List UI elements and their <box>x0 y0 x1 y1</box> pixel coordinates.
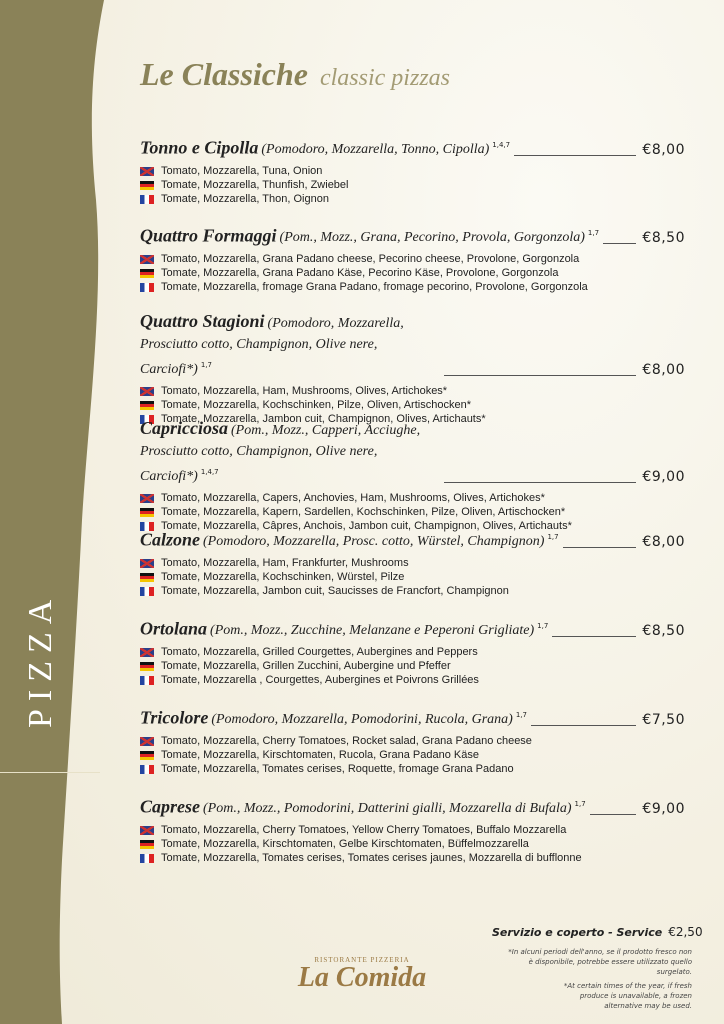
service-label: Servizio e coperto - Service <box>492 926 663 939</box>
menu-item <box>140 794 685 865</box>
leader-line <box>552 636 636 637</box>
translation-fr <box>140 762 685 776</box>
translation-de <box>140 505 685 519</box>
item-price: €9,00 <box>642 469 685 486</box>
german-flag-icon <box>140 751 154 760</box>
item-price: €7,50 <box>642 712 685 729</box>
text-de: Tomate, Mozzarella, Thunfish, Zwiebel <box>161 179 349 192</box>
item-header <box>140 223 685 248</box>
text-fr: Tomate, Mozzarella, Thon, Oignon <box>161 193 329 206</box>
note-en: *At certain times of the year, if fresh produce is unavailable, a frozen alternative may be used. <box>563 982 692 1010</box>
translation-de <box>140 178 685 192</box>
menu-item <box>140 418 685 533</box>
text-en: Tomato, Mozzarella, Cherry Tomatoes, Yellow Cherry Tomatoes, Buffalo Mozzarella <box>161 824 567 837</box>
german-flag-icon <box>140 269 154 278</box>
translation-fr <box>140 673 685 687</box>
logo-tagline: RISTORANTE PIZZERIA <box>314 956 410 964</box>
note-it: *In alcuni periodi dell'anno, se il prodotto fresco non è disponibile, potrebbe essere utilizzato quello surgelato. <box>508 948 692 976</box>
section-label: PIZZA <box>22 591 59 729</box>
german-flag-icon <box>140 181 154 190</box>
item-name: Capricciosa <box>140 418 228 438</box>
translation-en <box>140 164 685 178</box>
item-header <box>140 616 685 641</box>
item-header <box>140 705 685 730</box>
item-price: €8,00 <box>642 534 685 551</box>
item-name: Tricolore <box>140 707 209 728</box>
leader-line <box>590 814 637 815</box>
item-price: €8,00 <box>642 142 685 159</box>
text-de: Tomate, Mozzarella, Kapern, Sardellen, Kochschinken, Pilze, Oliven, Artischocken* <box>161 506 566 519</box>
title-sub: classic pizzas <box>319 65 450 91</box>
text-en: Tomato, Mozzarella, Cherry Tomatoes, Rocket salad, Grana Padano cheese <box>161 735 532 748</box>
item-ingredients: (Pom., Mozz., Capperi, Acciughe, Prosciutto cotto, Champignon, Olive nere, Carciofi*) <box>140 423 421 485</box>
uk-flag-icon <box>140 826 154 835</box>
german-flag-icon <box>140 401 154 410</box>
leader-line <box>563 547 637 548</box>
menu-item <box>140 705 685 776</box>
item-ingredients: (Pom., Mozz., Zucchine, Melanzane e Peperoni Grigliate) <box>210 623 535 639</box>
item-name: Caprese <box>140 796 200 817</box>
translation-de <box>140 266 685 280</box>
uk-flag-icon <box>140 737 154 746</box>
text-de: Tomate, Mozzarella, Kirschtomaten, Rucola, Grana Padano Käse <box>161 749 479 762</box>
french-flag-icon <box>140 283 154 292</box>
german-flag-icon <box>140 840 154 849</box>
text-en: Tomato, Mozzarella, Grilled Courgettes, Aubergines and Peppers <box>161 646 478 659</box>
translation-de <box>140 570 685 584</box>
translation-de <box>140 659 685 673</box>
german-flag-icon <box>140 573 154 582</box>
translation-en <box>140 384 685 398</box>
item-ingredients: (Pomodoro, Mozzarella, Prosciutto cotto, Champignon, Olive nere, Carciofi*) <box>140 316 404 378</box>
text-de: Tomate, Mozzarella, Kirschtomaten, Gelbe Kirschtomaten, Büffelmozzarella <box>161 838 529 851</box>
item-ingredients: (Pom., Mozz., Grana, Pecorino, Provola, Gorgonzola) <box>279 230 585 246</box>
item-header <box>140 418 685 487</box>
item-price: €8,50 <box>642 623 685 640</box>
leader-line <box>444 375 636 376</box>
menu-list <box>140 0 685 900</box>
menu-item <box>140 135 685 206</box>
allergens: 1,7 <box>515 711 527 719</box>
item-header <box>140 527 685 552</box>
translation-en <box>140 823 685 837</box>
title-main: Le Classiche <box>140 56 308 92</box>
text-de: Tomate, Mozzarella, Grana Padano Käse, Pecorino Käse, Provolone, Gorgonzola <box>161 267 559 280</box>
allergens: 1,7 <box>537 622 549 630</box>
french-flag-icon <box>140 195 154 204</box>
translation-en <box>140 734 685 748</box>
text-fr: Tomate, Mozzarella, Jambon cuit, Saucisses de Francfort, Champignon <box>161 585 509 598</box>
logo <box>282 928 442 998</box>
service-charge <box>492 925 703 939</box>
translation-fr <box>140 192 685 206</box>
translation-fr <box>140 280 685 294</box>
text-de: Tomate, Mozzarella, Kochschinken, Würstel, Pilze <box>161 571 405 584</box>
translation-fr <box>140 584 685 598</box>
item-price: €8,50 <box>642 230 685 247</box>
menu-item <box>140 527 685 598</box>
item-header <box>140 794 685 819</box>
allergens: 1,7 <box>547 533 559 541</box>
text-en: Tomato, Mozzarella, Ham, Frankfurter, Mushrooms <box>161 557 409 570</box>
item-price: €8,00 <box>642 362 685 379</box>
uk-flag-icon <box>140 387 154 396</box>
sidebar-band <box>0 0 140 1024</box>
uk-flag-icon <box>140 559 154 568</box>
leader-line <box>444 482 636 483</box>
allergens: 1,4,7 <box>492 141 511 149</box>
text-fr: Tomate, Mozzarella, fromage Grana Padano, fromage pecorino, Provolone, Gorgonzola <box>161 281 588 294</box>
allergens: 1,7 <box>574 800 586 808</box>
text-fr: Tomate, Mozzarella, Tomates cerises, Tomates cerises jaunes, Mozzarella di bufflonne <box>161 852 582 865</box>
logo-name: La Comida <box>297 962 427 993</box>
allergens: 1,7 <box>587 229 600 237</box>
french-flag-icon <box>140 765 154 774</box>
service-price: €2,50 <box>668 925 703 939</box>
allergens: 1,4,7 <box>200 468 219 476</box>
menu-item <box>140 311 685 426</box>
item-ingredients: (Pomodoro, Mozzarella, Prosc. cotto, Würstel, Champignon) <box>203 534 545 550</box>
translation-de <box>140 837 685 851</box>
text-en: Tomato, Mozzarella, Tuna, Onion <box>161 165 323 178</box>
text-fr: Tomate, Mozzarella, Câpres, Anchois, Jambon cuit, Champignon, Olives, Artichauts* <box>161 520 572 533</box>
text-fr: Tomate, Mozzarella, Tomates cerises, Roquette, fromage Grana Padano <box>161 763 514 776</box>
translation-de <box>140 398 685 412</box>
german-flag-icon <box>140 662 154 671</box>
translation-fr <box>140 851 685 865</box>
translation-de <box>140 748 685 762</box>
translation-en <box>140 556 685 570</box>
item-ingredients: (Pomodoro, Mozzarella, Tonno, Cipolla) <box>261 142 490 158</box>
item-name: Quattro Formaggi <box>140 225 277 246</box>
german-flag-icon <box>140 508 154 517</box>
text-fr: Tomate, Mozzarella, Jambon cuit, Champignon, Olives, Artichauts* <box>161 413 486 426</box>
translation-en <box>140 645 685 659</box>
french-flag-icon <box>140 587 154 596</box>
footer <box>492 925 703 1011</box>
item-name: Ortolana <box>140 618 208 639</box>
uk-flag-icon <box>140 167 154 176</box>
item-ingredients: (Pomodoro, Mozzarella, Pomodorini, Rucola, Grana) <box>211 712 513 728</box>
leader-line <box>514 155 636 156</box>
item-name: Quattro Stagioni <box>140 311 265 331</box>
item-name: Tonno e Cipolla <box>140 137 259 158</box>
french-flag-icon <box>140 676 154 685</box>
text-en: Tomato, Mozzarella, Capers, Anchovies, Ham, Mushrooms, Olives, Artichokes* <box>161 492 545 505</box>
uk-flag-icon <box>140 648 154 657</box>
uk-flag-icon <box>140 494 154 503</box>
item-header <box>140 135 685 160</box>
text-de: Tomate, Mozzarella, Kochschinken, Pilze, Oliven, Artischocken* <box>161 399 471 412</box>
allergens: 1,7 <box>200 361 212 369</box>
translation-en <box>140 252 685 266</box>
text-fr: Tomate, Mozzarella , Courgettes, Aubergines et Poivrons Grillées <box>161 674 479 687</box>
french-flag-icon <box>140 854 154 863</box>
text-en: Tomato, Mozzarella, Grana Padano cheese, Pecorino cheese, Provolone, Gorgonzola <box>161 253 580 266</box>
item-ingredients: (Pom., Mozz., Pomodorini, Datterini gialli, Mozzarella di Bufala) <box>203 801 572 817</box>
leader-line <box>603 243 636 244</box>
item-price: €9,00 <box>642 801 685 818</box>
menu-item <box>140 616 685 687</box>
leader-line <box>531 725 636 726</box>
text-en: Tomato, Mozzarella, Ham, Mushrooms, Olives, Artichokes* <box>161 385 448 398</box>
item-name: Calzone <box>140 529 201 550</box>
uk-flag-icon <box>140 255 154 264</box>
text-de: Tomate, Mozzarella, Grillen Zucchini, Aubergine und Pfeffer <box>161 660 451 673</box>
divider <box>0 772 100 773</box>
menu-item <box>140 223 685 294</box>
translation-en <box>140 491 685 505</box>
item-header <box>140 311 685 380</box>
